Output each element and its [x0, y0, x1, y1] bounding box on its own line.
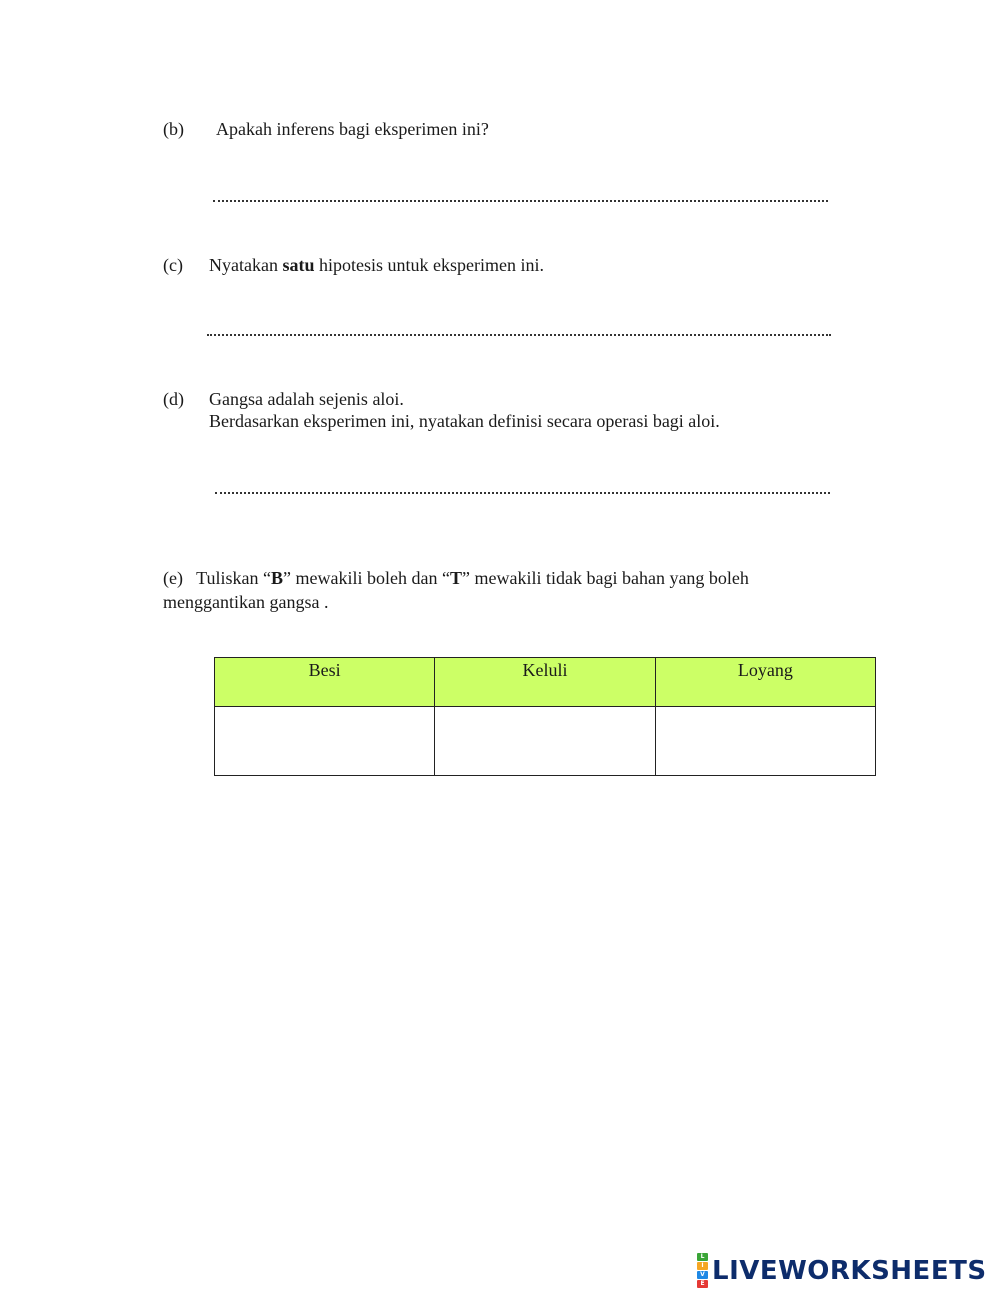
material-table [214, 657, 876, 776]
question-d-line1: Gangsa adalah sejenis aloi. [209, 389, 404, 409]
answer-cell-loyang[interactable] [655, 707, 875, 776]
answer-cell-keluli[interactable] [435, 707, 655, 776]
header-loyang: Loyang [655, 658, 875, 707]
question-b-label: (b) [163, 119, 184, 139]
brand-name: LIVEWORKSHEETS [712, 1255, 987, 1286]
question-c-text: Nyatakan satu hipotesis untuk eksperimen ini. [209, 255, 544, 275]
question-e-line2: menggantikan gangsa . [163, 592, 329, 612]
question-d-label: (d) [163, 389, 184, 409]
header-besi: Besi [215, 658, 435, 707]
table-answer-row [215, 707, 876, 776]
liveworksheets-logo [697, 1253, 987, 1288]
question-c-label: (c) [163, 255, 183, 275]
question-b-text: Apakah inferens bagi eksperimen ini? [216, 119, 489, 139]
answer-line-b[interactable] [213, 199, 828, 202]
answer-line-d[interactable] [215, 491, 830, 494]
live-badge-icon: L I V E [697, 1253, 708, 1288]
question-e-line1: (e) Tuliskan “B” mewakili boleh dan “T” mewakili tidak bagi bahan yang boleh [163, 568, 749, 588]
answer-cell-besi[interactable] [215, 707, 435, 776]
table-header-row [215, 658, 876, 707]
question-e-label: (e) [163, 568, 183, 588]
question-d-line2: Berdasarkan eksperimen ini, nyatakan definisi secara operasi bagi aloi. [209, 411, 720, 431]
question-c-emphasis: satu [282, 255, 315, 275]
answer-line-c[interactable] [207, 333, 831, 336]
header-keluli: Keluli [435, 658, 655, 707]
